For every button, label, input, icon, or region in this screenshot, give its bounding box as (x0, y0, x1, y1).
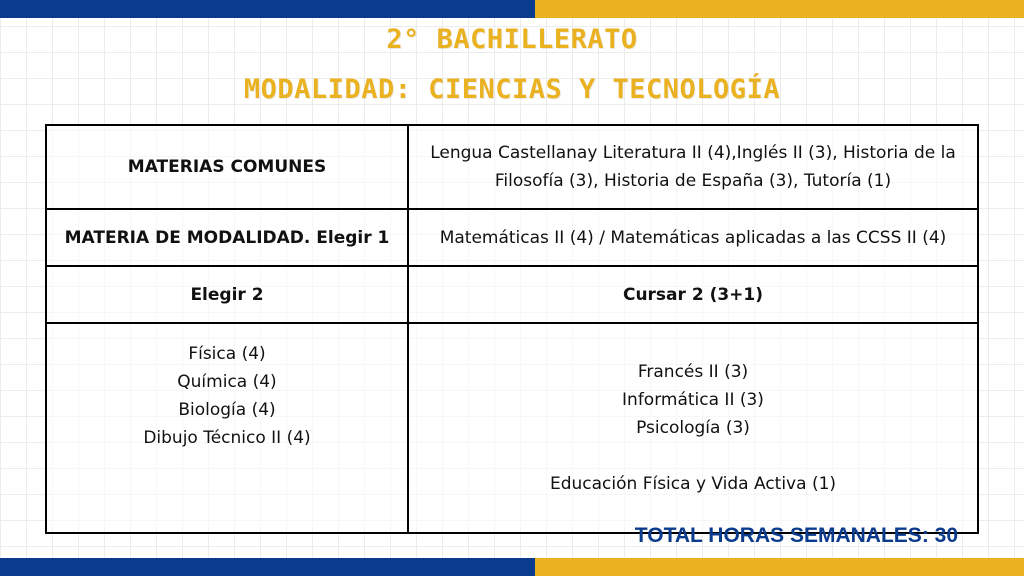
cursar-list (408, 323, 978, 533)
list-item: Química (4) (177, 372, 277, 392)
list-item: Psicología (3) (636, 418, 750, 438)
list-item: Informática II (3) (622, 390, 764, 410)
table-row (46, 323, 978, 533)
bottom-bar-yellow (535, 558, 1024, 576)
table-row (46, 209, 978, 266)
header-elegir-2: Elegir 2 (46, 266, 408, 323)
total-hours: TOTAL HORAS SEMANALES: 30 (634, 524, 958, 547)
list-item: Dibujo Técnico II (4) (143, 428, 311, 448)
row-content-modalidad: Matemáticas II (4) / Matemáticas aplicadas a las CCSS II (4) (408, 209, 978, 266)
row-content-materias-comunes: Lengua Castellanay Literatura II (4),Inglés II (3), Historia de la Filosofía (3), Historia de España (3), Tutoría (1) (408, 125, 978, 209)
bottom-color-bar (0, 558, 1024, 576)
list-item: Educación Física y Vida Activa (1) (549, 474, 837, 494)
list-item: Física (4) (188, 344, 266, 364)
row-label-modalidad: MATERIA DE MODALIDAD. Elegir 1 (46, 209, 408, 266)
top-bar-blue (0, 0, 535, 18)
list-item: Francés II (3) (637, 362, 749, 382)
title-line-1: 2° BACHILLERATO (386, 24, 638, 55)
list-spacer (421, 442, 965, 470)
table-row (46, 125, 978, 209)
top-bar-yellow (535, 0, 1024, 18)
subjects-table (45, 124, 979, 534)
title-line-2: MODALIDAD: CIENCIAS Y TECNOLOGÍA (243, 74, 781, 105)
top-color-bar (0, 0, 1024, 18)
row-label-materias-comunes: MATERIAS COMUNES (46, 125, 408, 209)
header-cursar-2: Cursar 2 (3+1) (408, 266, 978, 323)
elegir-list (46, 323, 408, 533)
list-item: Biología (4) (178, 400, 276, 420)
bottom-bar-blue (0, 558, 535, 576)
table-row (46, 266, 978, 323)
